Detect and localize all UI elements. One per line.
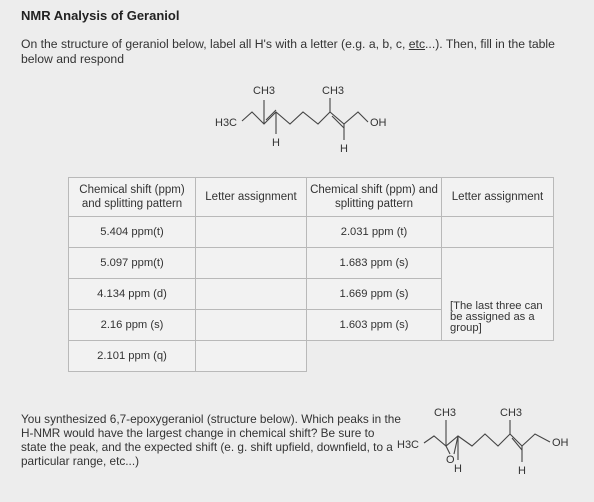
epoxy-oh-label: OH [552, 437, 569, 449]
shift-cell-left: 5.404 ppm(t) [69, 217, 196, 248]
epoxygeraniol-structure [392, 402, 588, 482]
epoxy-ch3-left-label: CH3 [434, 407, 457, 419]
table-row [69, 248, 554, 279]
shift-cell-left: 4.134 ppm (d) [69, 279, 196, 310]
instructions-part1: On the structure of geraniol below, label all H's with a letter (e.g. a, b, c, [21, 37, 409, 51]
question-text: You synthesized 6,7-epoxygeraniol (structure below). Which peaks in the H-NMR would have the largest change in chemical shift? Be sure to state the peak, and the expected shift (e. g. shift upfield, downfield, to a particular range, etc...) [21, 412, 401, 468]
table-header-row [69, 178, 554, 217]
shift-cell-left: 2.101 ppm (q) [69, 341, 196, 372]
nmr-table [68, 177, 554, 372]
geraniol-h-right-label: H [340, 143, 348, 155]
instructions-etc: etc [408, 37, 426, 51]
instructions-text [21, 37, 581, 67]
letter-cell-left[interactable] [196, 279, 307, 310]
letter-cell-left[interactable] [196, 248, 307, 279]
letter-cell-left[interactable] [196, 217, 307, 248]
header-letter-assignment-2: Letter assignment [442, 178, 554, 217]
epoxy-ring-left [446, 446, 450, 454]
epoxy-h3c-label: H3C [397, 439, 420, 451]
shift-cell-right: 1.683 ppm (s) [307, 248, 442, 279]
shift-cell-left: 5.097 ppm(t) [69, 248, 196, 279]
letter-cell-left[interactable] [196, 310, 307, 341]
shift-cell-right: 2.031 ppm (t) [307, 217, 442, 248]
geraniol-ch3-right-label: CH3 [322, 85, 345, 97]
geraniol-h3c-label: H3C [215, 117, 238, 129]
shift-cell-right: 1.669 ppm (s) [307, 279, 442, 310]
group-note-cell[interactable]: [The last three can be assigned as a group] [442, 248, 554, 341]
header-chemical-shift-1: Chemical shift (ppm) and splitting pattern [69, 178, 196, 217]
epoxy-oxygen-label: O [446, 454, 455, 466]
table-row [69, 217, 554, 248]
empty-cell [442, 341, 554, 372]
epoxy-h-right-label: H [518, 465, 526, 477]
letter-cell-left[interactable] [196, 341, 307, 372]
epoxy-ch3-right-label: CH3 [500, 407, 523, 419]
shift-cell-right: 1.603 ppm (s) [307, 310, 442, 341]
instructions-part2: ...). Then, fill in the table below and respond [21, 37, 555, 66]
geraniol-backbone [242, 112, 368, 124]
letter-cell-right[interactable] [442, 217, 554, 248]
epoxy-h-left-label: H [454, 463, 462, 475]
epoxy-backbone [424, 434, 550, 446]
empty-cell [307, 341, 442, 372]
geraniol-double-bond-left [266, 110, 276, 120]
geraniol-structure [210, 80, 430, 160]
geraniol-h-left-label: H [272, 137, 280, 149]
shift-cell-left: 2.16 ppm (s) [69, 310, 196, 341]
geraniol-ch3-left-label: CH3 [253, 85, 276, 97]
geraniol-oh-label: OH [370, 117, 387, 129]
table-row [69, 341, 554, 372]
header-letter-assignment-1: Letter assignment [196, 178, 307, 217]
page-title: NMR Analysis of Geraniol [21, 8, 180, 23]
header-chemical-shift-2: Chemical shift (ppm) and splitting pattern [307, 178, 442, 217]
